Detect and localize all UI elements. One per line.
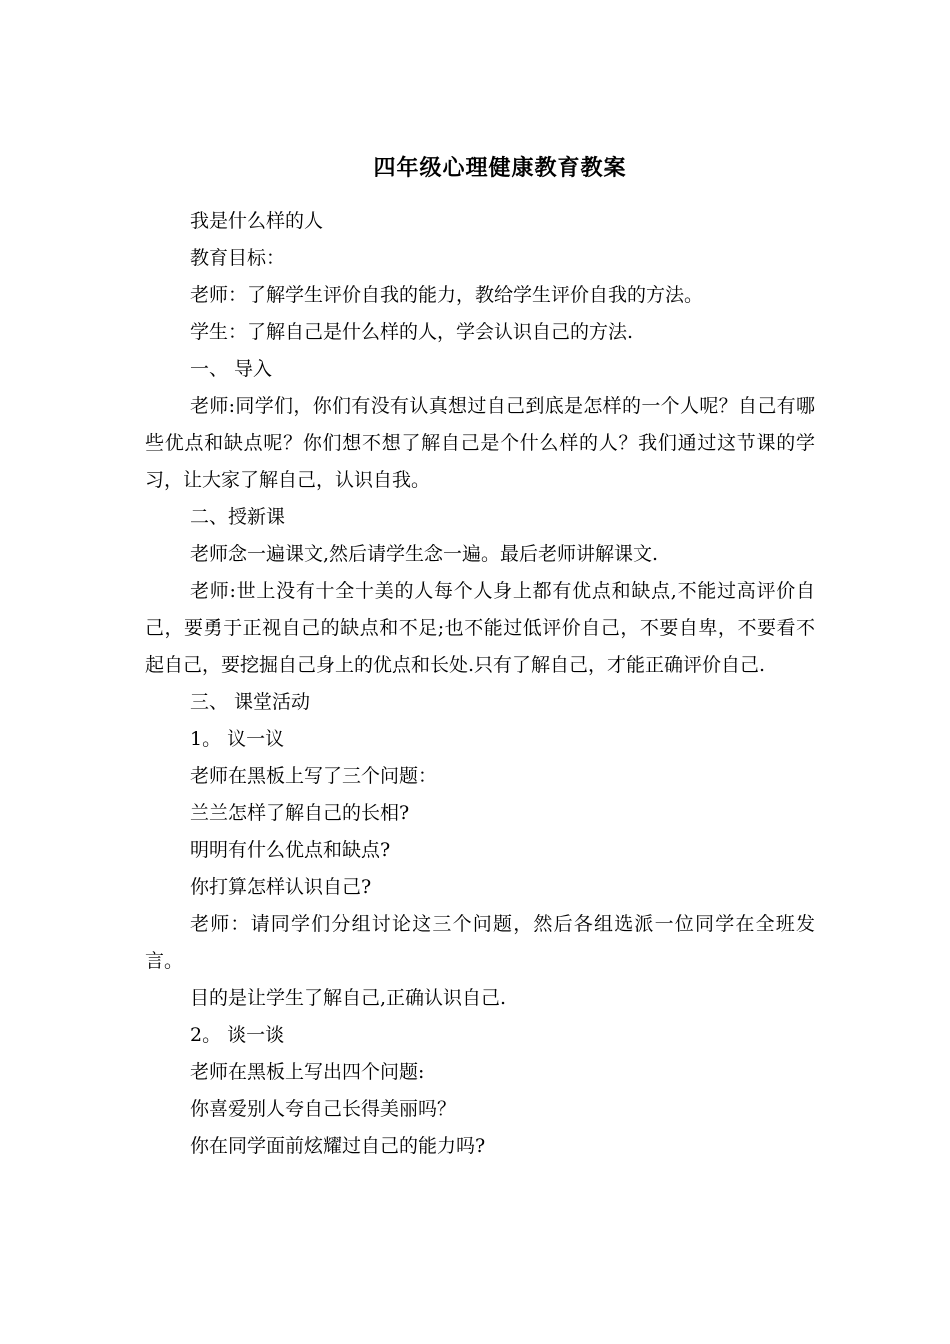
question-item: 你打算怎样认识自己? — [190, 876, 372, 898]
question-item: 你喜爱别人夸自己长得美丽吗？ — [190, 1098, 457, 1120]
document-body — [145, 203, 815, 1165]
question-item: 你在同学面前炫耀过自己的能力吗? — [190, 1135, 486, 1157]
subtitle-lesson: 我是什么样的人 — [190, 210, 324, 232]
paragraph-teacher-explanation: 老师:世上没有十全十美的人每个人身上都有优点和缺点,不能过高评价自己，要勇于正视自己的缺点和不足;也不能过低评价自己，不要自卑，不要看不起自己，要挖掘自己身上的优点和长处.只有了解自己，才能正确评价自己. — [145, 580, 815, 676]
question-item: 明明有什么优点和缺点? — [190, 839, 391, 861]
paragraph-group-discussion: 老师：请同学们分组讨论这三个问题，然后各组选派一位同学在全班发言。 — [145, 913, 815, 972]
goal-student: 学生：了解自己是什么样的人，学会认识自己的方法. — [190, 321, 634, 343]
paragraph-purpose: 目的是让学生了解自己,正确认识自己. — [190, 987, 507, 1009]
goal-teacher: 老师：了解学生评价自我的能力，教给学生评价自我的方法。 — [190, 284, 704, 306]
section-heading-intro: 一、 导入 — [190, 358, 273, 380]
paragraph-four-questions: 老师在黑板上写出四个问题: — [190, 1061, 425, 1083]
question-item: 兰兰怎样了解自己的长相? — [190, 802, 410, 824]
paragraph-reading: 老师念一遍课文,然后请学生念一遍。最后老师讲解课文. — [190, 543, 659, 565]
paragraph-three-questions: 老师在黑板上写了三个问题： — [190, 765, 438, 787]
heading-goals: 教育目标： — [190, 247, 286, 269]
activity-heading-discuss: 1。 议一议 — [190, 728, 285, 750]
document-title: 四年级心理健康教育教案 — [373, 155, 627, 181]
activity-heading-talk: 2。 谈一谈 — [190, 1024, 285, 1046]
paragraph-intro: 老师:同学们，你们有没有认真想过自己到底是怎样的一个人呢？自己有哪些优点和缺点呢？你们想不想了解自己是个什么样的人？我们通过这节课的学习，让大家了解自己，认识自我。 — [145, 395, 815, 491]
section-heading-activities: 三、 课堂活动 — [190, 691, 311, 713]
section-heading-new-lesson: 二、授新课 — [190, 506, 286, 528]
